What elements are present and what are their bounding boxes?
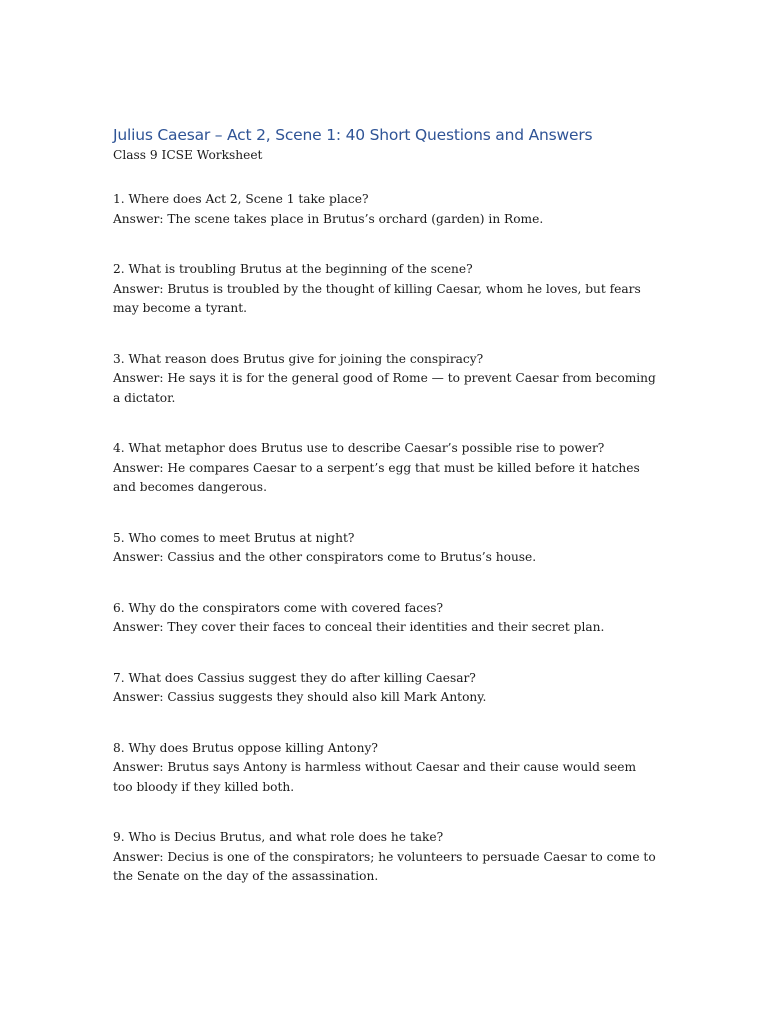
answer-text: Answer: Brutus says Antony is harmless without Caesar and their cause would seem too bloody if they killed both. bbox=[113, 760, 637, 794]
document-page bbox=[113, 124, 658, 887]
question-text: 7. What does Cassius suggest they do after killing Caesar? bbox=[113, 670, 476, 685]
question-text: 5. Who comes to meet Brutus at night? bbox=[113, 530, 355, 545]
qa-item bbox=[113, 260, 658, 319]
question-text: 2. What is troubling Brutus at the beginning of the scene? bbox=[113, 262, 473, 276]
document-subtitle: Class 9 ICSE Worksheet bbox=[113, 148, 263, 162]
qa-item bbox=[113, 599, 658, 638]
qa-item bbox=[113, 739, 658, 798]
answer-text: Answer: The scene takes place in Brutus’s orchard (garden) in Rome. bbox=[113, 211, 544, 226]
answer-text: Answer: Cassius suggests they should also kill Mark Antony. bbox=[113, 690, 487, 704]
question-text: 6. Why do the conspirators come with covered faces? bbox=[113, 600, 444, 615]
question-text: 3. What reason does Brutus give for joining the conspiracy? bbox=[113, 351, 484, 366]
question-answer-list bbox=[113, 190, 658, 887]
answer-text: Answer: He compares Caesar to a serpent’s egg that must be killed before it hatches and becomes dangerous. bbox=[113, 460, 640, 494]
question-text: 1. Where does Act 2, Scene 1 take place? bbox=[113, 192, 369, 206]
answer-text: Answer: They cover their faces to conceal their identities and their secret plan. bbox=[113, 620, 605, 634]
qa-item bbox=[113, 350, 658, 409]
answer-text: Answer: He says it is for the general good of Rome — to prevent Caesar from becoming a dictator. bbox=[113, 371, 656, 405]
answer-text: Answer: Decius is one of the conspirators; he volunteers to persuade Caesar to come to the Senate on the day of the assassination. bbox=[113, 849, 656, 883]
qa-item bbox=[113, 439, 658, 498]
document-title: Julius Caesar – Act 2, Scene 1: 40 Short Questions and Answers bbox=[113, 126, 593, 144]
qa-item bbox=[113, 190, 658, 229]
question-text: 8. Why does Brutus oppose killing Antony? bbox=[113, 740, 378, 755]
qa-item bbox=[113, 828, 658, 887]
question-text: 9. Who is Decius Brutus, and what role does he take? bbox=[113, 830, 444, 844]
question-text: 4. What metaphor does Brutus use to describe Caesar’s possible rise to power? bbox=[113, 441, 605, 455]
qa-item bbox=[113, 529, 658, 568]
answer-text: Answer: Brutus is troubled by the thought of killing Caesar, whom he loves, but fears may become a tyrant. bbox=[113, 281, 641, 315]
qa-item bbox=[113, 669, 658, 708]
answer-text: Answer: Cassius and the other conspirators come to Brutus’s house. bbox=[113, 550, 537, 564]
